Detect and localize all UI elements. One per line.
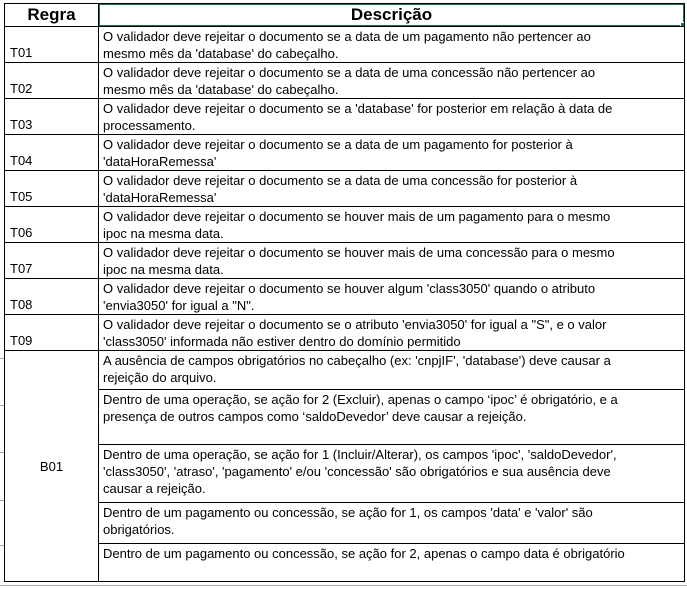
rule-desc-cell[interactable] [99, 27, 685, 63]
desc-line: 'dataHoraRemessa' [103, 154, 217, 169]
header-row [5, 4, 685, 27]
table-row [5, 99, 685, 135]
rule-desc-cell[interactable] [99, 171, 685, 207]
desc-line: causar a rejeição. [103, 481, 206, 496]
sheet-gridline-tick [0, 358, 4, 359]
rule-id-cell[interactable]: T02 [5, 63, 99, 99]
rule-desc-cell[interactable] [99, 503, 685, 544]
header-cell-regra[interactable]: Regra [5, 4, 99, 27]
desc-line: O validador deve rejeitar o documento se a data de um pagamento não pertencer ao [103, 29, 591, 44]
desc-line: 'class3050' informada não estiver dentro do domínio permitido [103, 334, 461, 349]
rule-desc-cell[interactable] [99, 445, 685, 503]
table-row [5, 243, 685, 279]
desc-line [103, 425, 680, 442]
rule-desc-cell[interactable] [99, 279, 685, 315]
desc-line: rejeição do arquivo. [103, 370, 217, 385]
desc-line: processamento. [103, 118, 196, 133]
rule-id-cell-b01[interactable]: B01 [5, 351, 99, 582]
sheet-gridline-tick [0, 545, 4, 546]
table-row [5, 390, 685, 445]
rule-desc-cell[interactable] [99, 243, 685, 279]
rule-desc-cell[interactable] [99, 99, 685, 135]
desc-line: 'dataHoraRemessa' [103, 190, 217, 205]
sheet-gridline-tick [0, 452, 4, 453]
table-row [5, 135, 685, 171]
rule-desc-cell[interactable] [99, 63, 685, 99]
table-row [5, 279, 685, 315]
desc-line: A ausência de campos obrigatórios no cabeçalho (ex: 'cnpjIF', 'database') deve causar a [103, 353, 611, 368]
rule-desc-cell[interactable] [99, 207, 685, 243]
sheet-gridline-bottom [0, 585, 687, 586]
desc-line: O validador deve rejeitar o documento se o atributo 'envia3050' for igual a "S", e o valor [103, 317, 607, 332]
rule-desc-cell[interactable] [99, 135, 685, 171]
rule-id-cell[interactable]: T05 [5, 171, 99, 207]
desc-line: ipoc na mesma data. [103, 226, 224, 241]
rule-id-cell[interactable]: T01 [5, 27, 99, 63]
rule-id-cell[interactable]: T07 [5, 243, 99, 279]
table-row [5, 503, 685, 544]
table-row [5, 27, 685, 63]
desc-line: Dentro de uma operação, se ação for 1 (Incluir/Alterar), os campos 'ipoc', 'saldoDevedor', [103, 447, 617, 462]
desc-line: ipoc na mesma data. [103, 262, 224, 277]
table-row [5, 63, 685, 99]
desc-line: O validador deve rejeitar o documento se a 'database' for posterior em relação à data de [103, 101, 613, 116]
desc-line: O validador deve rejeitar o documento se houver mais de uma concessão para o mesmo [103, 245, 615, 260]
rule-desc-cell[interactable] [99, 315, 685, 351]
rule-id-cell[interactable]: T08 [5, 279, 99, 315]
header-label-descricao: Descrição [350, 5, 433, 24]
table-row [5, 445, 685, 503]
rule-desc-cell[interactable] [99, 544, 685, 582]
desc-line: mesmo mês da 'database' do cabeçalho. [103, 46, 339, 61]
selection-fill-handle[interactable] [680, 22, 685, 27]
header-cell-descricao[interactable] [99, 4, 685, 27]
desc-line: 'class3050', 'atraso', 'pagamento' e/ou 'concessão' são obrigatórios e sua ausência deve [103, 464, 611, 479]
desc-line: O validador deve rejeitar o documento se a data de um pagamento for posterior à [103, 137, 573, 152]
rule-id-cell[interactable]: T03 [5, 99, 99, 135]
sheet-gridline-tick [0, 405, 4, 406]
desc-line: obrigatórios. [103, 522, 175, 537]
rule-desc-cell[interactable] [99, 351, 685, 390]
table-row [5, 315, 685, 351]
desc-line: O validador deve rejeitar o documento se a data de uma concessão for posterior à [103, 173, 578, 188]
desc-line: Dentro de um pagamento ou concessão, se ação for 2, apenas o campo data é obrigatório [103, 546, 625, 561]
table-row [5, 207, 685, 243]
rules-table [4, 3, 685, 582]
rule-id-cell[interactable]: T06 [5, 207, 99, 243]
rule-id-cell[interactable]: T04 [5, 135, 99, 171]
table-row [5, 171, 685, 207]
rule-desc-cell[interactable] [99, 390, 685, 445]
desc-line [103, 562, 680, 579]
table-row [5, 544, 685, 582]
rule-id-cell[interactable]: T09 [5, 315, 99, 351]
desc-line: presença de outros campos como ‘saldoDevedor’ deve causar a rejeição. [103, 409, 527, 424]
desc-line: Dentro de uma operação, se ação for 2 (Excluir), apenas o campo ‘ipoc’ é obrigatório, e a [103, 392, 618, 407]
desc-line: O validador deve rejeitar o documento se houver algum 'class3050' quando o atributo [103, 281, 596, 296]
desc-line: O validador deve rejeitar o documento se a data de uma concessão não pertencer ao [103, 65, 596, 80]
desc-line: O validador deve rejeitar o documento se houver mais de um pagamento para o mesmo [103, 209, 611, 224]
sheet-gridline-tick [0, 500, 4, 501]
table-row [5, 351, 685, 390]
desc-line: 'envia3050' for igual a "N". [103, 298, 255, 313]
desc-line: Dentro de um pagamento ou concessão, se ação for 1, os campos 'data' e 'valor' são [103, 505, 593, 520]
desc-line: mesmo mês da 'database' do cabeçalho. [103, 82, 339, 97]
